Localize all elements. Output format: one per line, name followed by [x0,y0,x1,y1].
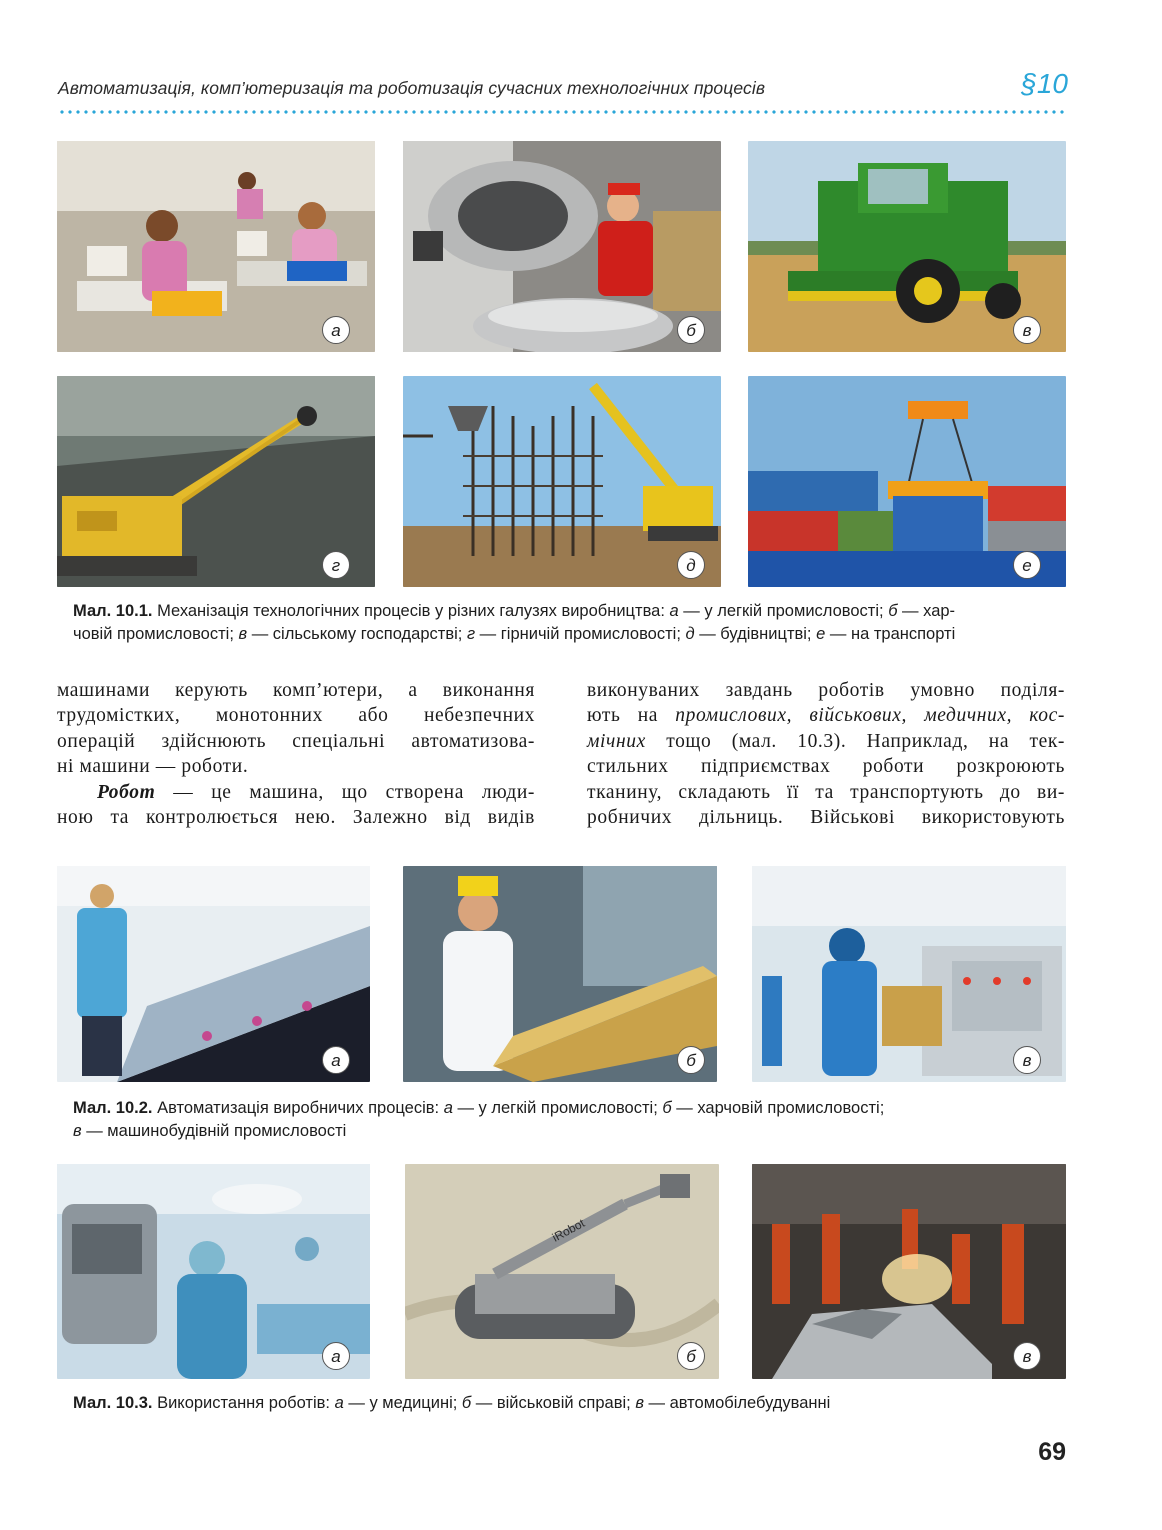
page-number: 69 [1038,1438,1066,1466]
caption-letter: а [334,1394,344,1412]
caption-text: — у медицині; [343,1394,462,1412]
text-line: робничих дільниць. Військові використовують [587,807,1065,829]
caption-label: Мал. 10.1. [73,602,153,620]
caption-text: — у легкій промисловості; [678,602,889,620]
caption-label: Мал. 10.2. [73,1099,153,1117]
figure-10-1-caption [73,600,1073,646]
label-b: б [677,316,705,344]
caption-letter: в [635,1394,644,1412]
label-a: а [322,316,350,344]
definition-line [57,780,535,805]
caption-text: — машинобудівній промисловості [81,1122,347,1140]
caption-letter: д [685,625,695,643]
caption-letter: г [466,625,476,643]
label-e: е [1013,551,1041,579]
caption-text: Автоматизація виробничих процесів: [152,1099,444,1117]
caption-letter: б [888,602,898,620]
caption-letter: е [816,625,826,643]
text-line: стильних підприємствах роботи розкроюють [587,756,1065,778]
text-line: трудомістких, монотонних або небезпечних [57,705,535,727]
photo-surgical-robot [57,1164,370,1379]
running-header: Автоматизація, комп’ютеризація та роботизація сучасних технологічних процесів [58,78,766,98]
label-b-2: б [677,1046,705,1074]
text-line [587,729,1065,754]
caption-letter: в [238,625,248,643]
caption-letter: а [443,1099,453,1117]
caption-letter: а [669,602,679,620]
text-line: ні машини — роботи. [57,756,249,778]
body-column-right [587,678,1065,830]
figure-10-3-caption [73,1392,1073,1415]
right-paragraph [587,678,1065,830]
text-run: ють на [587,705,676,727]
figure-10-2-caption [73,1097,1073,1143]
left-paragraph [57,678,535,830]
photo-military-robot [405,1164,719,1379]
label-v-2: в [1013,1046,1041,1074]
caption-letter: в [73,1122,82,1140]
term-robot: Робот [97,781,156,803]
caption-text: — сільському господарстві; [247,625,467,643]
dotted-divider [58,110,1068,114]
photo-embroidery-machines [57,866,370,1082]
definition-text: — це машина, що створена люди- [155,781,535,803]
body-column-left [57,678,535,830]
text-line [587,703,1065,728]
text-line: операцій здійснюють спеціальні автоматизова- [57,730,535,752]
caption-letter: б [461,1394,472,1412]
label-v-3: в [1013,1342,1041,1370]
text-line: виконуваних завдань роботів умовно поділя- [587,680,1065,701]
caption-text: — у легкій промисловості; [452,1099,663,1117]
caption-text: — на транспорті [825,625,956,643]
photo-canning-line [403,866,717,1082]
caption-text: — харчовій промисловості; [671,1099,885,1117]
caption-label: Мал. 10.3. [73,1394,153,1412]
photo-construction-crane [403,376,721,587]
robot-types-italic: мічних [587,730,646,752]
label-a-3: а [322,1342,350,1370]
label-g: г [322,551,350,579]
caption-text: Використання роботів: [152,1394,335,1412]
caption-text: Механізація технологічних процесів у різних галузях виробництва: [152,602,670,620]
text-line: тканину, складають її та транспортують до ви- [587,781,1065,803]
robot-types-italic: промислових, військових, медичних, кос- [675,705,1065,727]
caption-text: — військовій справі; [471,1394,636,1412]
text-line: машинами керують комп’ютери, а виконання [57,680,535,701]
section-number: §10 [1021,68,1068,99]
caption-letter: б [662,1099,672,1117]
label-d: д [677,551,705,579]
caption-text: човій промисловості; [73,625,239,643]
caption-text: — автомобілебудуванні [643,1394,831,1412]
caption-text: — хар- [897,602,956,620]
caption-text: — гірничій промисловості; [475,625,686,643]
text-line: ною та контролюється нею. Залежно від видів [57,807,535,829]
text-run: тощо (мал. 10.3). Наприклад, на тек- [645,730,1065,752]
robot-brand-text: iRobot [549,1216,588,1245]
label-a-2: а [322,1046,350,1074]
photo-food-mixer-worker [403,141,721,352]
label-v: в [1013,316,1041,344]
caption-text: — будівництві; [694,625,817,643]
label-b-3: б [677,1342,705,1370]
